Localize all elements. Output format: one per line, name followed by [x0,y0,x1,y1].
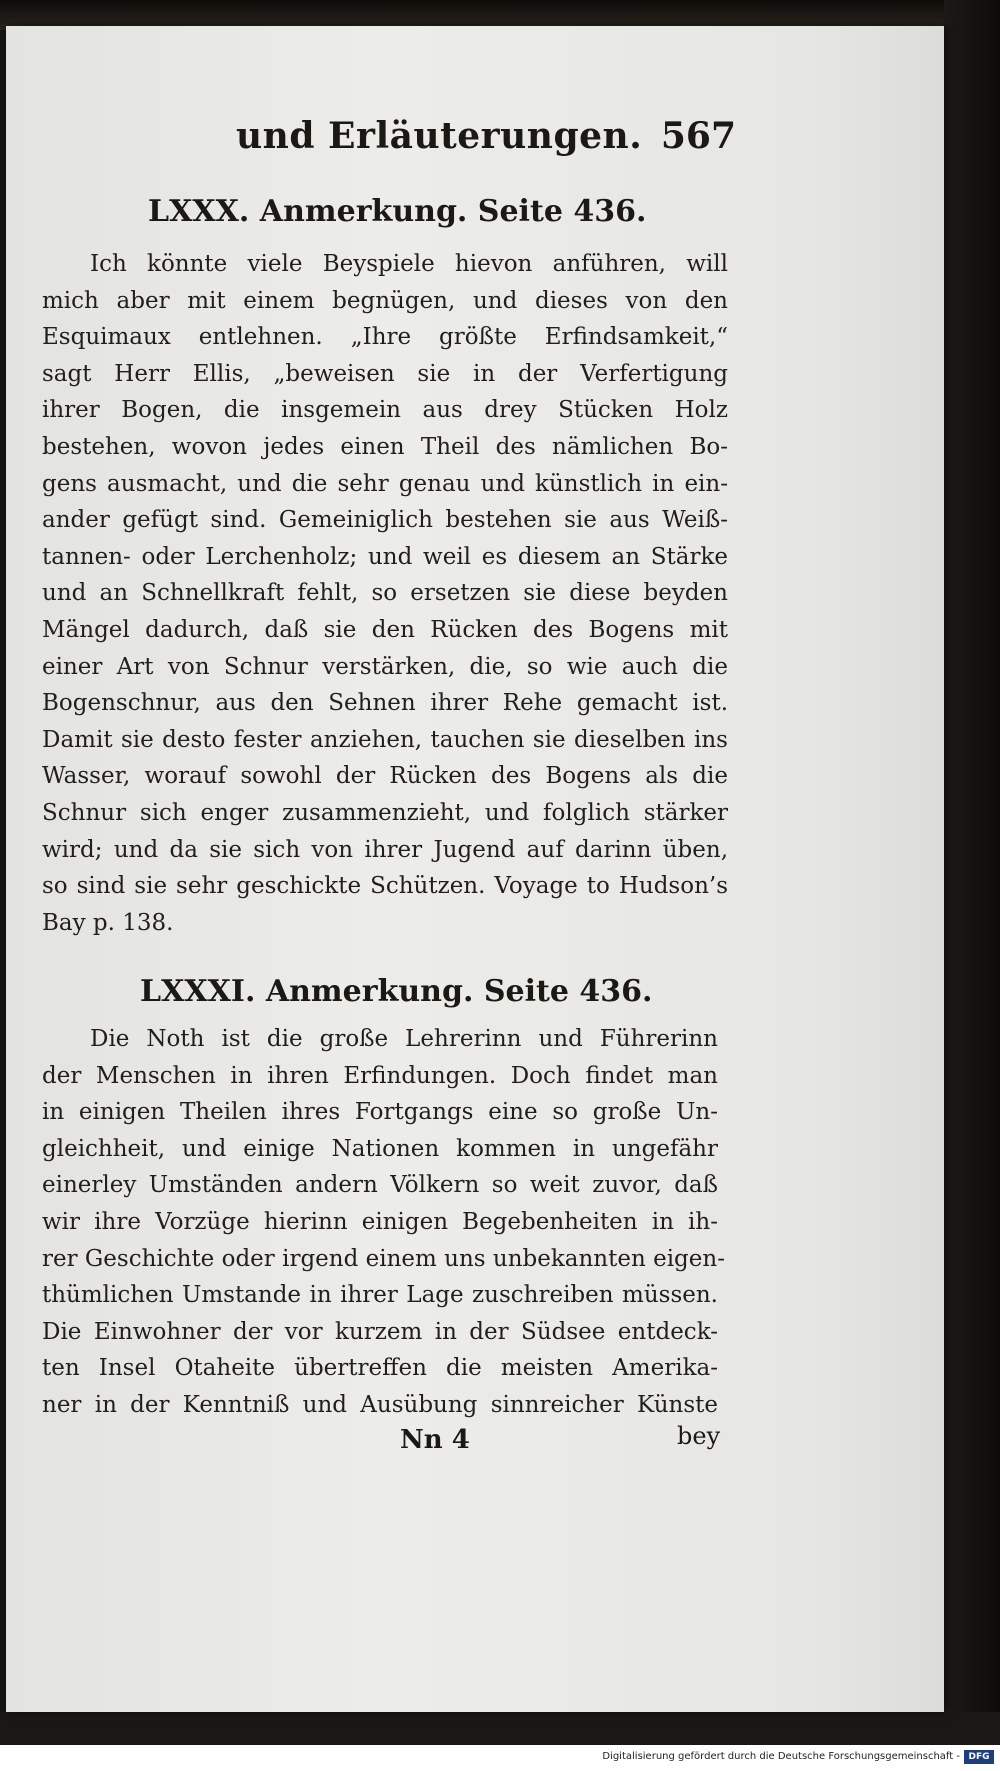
catchword: bey [677,1422,721,1450]
signature-mark: Nn 4 [400,1425,470,1455]
text-line: Schnur sich enger zusammenzieht, und folglich stärker [42,799,728,826]
text-line: wird; und da sie sich von ihrer Jugend auf darinn üben, [42,836,728,863]
text-line: bestehen, wovon jedes einen Theil des nämlichen Bo- [42,433,728,460]
text-line: wir ihre Vorzüge hierinn einigen Begebenheiten in ih- [42,1208,718,1235]
text-line: in einigen Theilen ihres Fortgangs eine so große Un- [42,1099,718,1126]
text-line: Esquimaux entlehnen. „Ihre größte Erfindsamkeit,“ [42,324,728,351]
running-head: und Erläuterungen. [236,115,643,157]
section-body-lxxx [42,246,728,941]
text-line: gleichheit, und einige Nationen kommen in ungefähr [42,1135,718,1162]
text-line: tannen- oder Lerchenholz; und weil es diesem an Stärke [42,543,728,570]
text-line: Ich könnte viele Beyspiele hievon anführen, will [90,251,728,277]
text-line: rer Geschichte oder irgend einem uns unbekannten eigen- [42,1245,725,1272]
section-heading-lxxx: LXXX. Anmerkung. Seite 436. [148,194,647,229]
text-line: und an Schnellkraft fehlt, so ersetzen sie diese beyden [42,580,728,607]
scan-bottom-edge [0,1712,1000,1745]
text-line: mich aber mit einem begnügen, und dieses von den [42,287,728,314]
text-line: ihrer Bogen, die insgemein aus drey Stücken Holz [42,397,728,424]
text-line: Bogenschnur, aus den Sehnen ihrer Rehe gemacht ist. [42,690,728,717]
text-line: Damit sie desto fester anziehen, tauchen sie dieselben ins [42,726,728,753]
text-line: Die Noth ist die große Lehrerinn und Führerinn [90,1026,718,1052]
text-line: Wasser, worauf sowohl der Rücken des Bogens als die [42,763,728,790]
text-line: Die Einwohner der vor kurzem in der Südsee entdeck- [42,1318,718,1345]
text-line: ander gefügt sind. Gemeiniglich bestehen sie aus Weiß- [42,507,728,534]
digitization-credit-bar [0,1745,1000,1771]
text-line: einer Art von Schnur verstärken, die, so wie auch die [42,653,728,680]
page-header [236,115,736,175]
text-line: der Menschen in ihren Erfindungen. Doch findet man [42,1062,718,1089]
text-line: ten Insel Otaheite übertreffen die meisten Amerika- [42,1355,718,1382]
text-line: einerley Umständen andern Völkern so weit zuvor, daß [42,1172,718,1199]
dfg-logo: DFG [964,1750,994,1764]
text-line: so sind sie sehr geschickte Schützen. Voyage to Hudson’s [42,873,728,900]
section-heading-lxxxi: LXXXI. Anmerkung. Seite 436. [140,974,653,1009]
text-line: gens ausmacht, und die sehr genau und künstlich in ein- [42,470,728,497]
scan-right-edge [944,0,1000,1745]
text-line: sagt Herr Ellis, „beweisen sie in der Verfertigung [42,360,728,387]
page-number: 567 [660,115,736,157]
section-body-lxxxi [42,1021,725,1424]
text-line: ner in der Kenntniß und Ausübung sinnreicher Künste [42,1391,718,1418]
text-line: thümlichen Umstande in ihrer Lage zuschreiben müssen. [42,1282,718,1309]
credit-text: Digitalisierung gefördert durch die Deutsche Forschungsgemeinschaft - [602,1751,960,1762]
text-line: Mängel dadurch, daß sie den Rücken des Bogens mit [42,616,728,643]
text-line: Bay p. 138. [42,909,174,936]
